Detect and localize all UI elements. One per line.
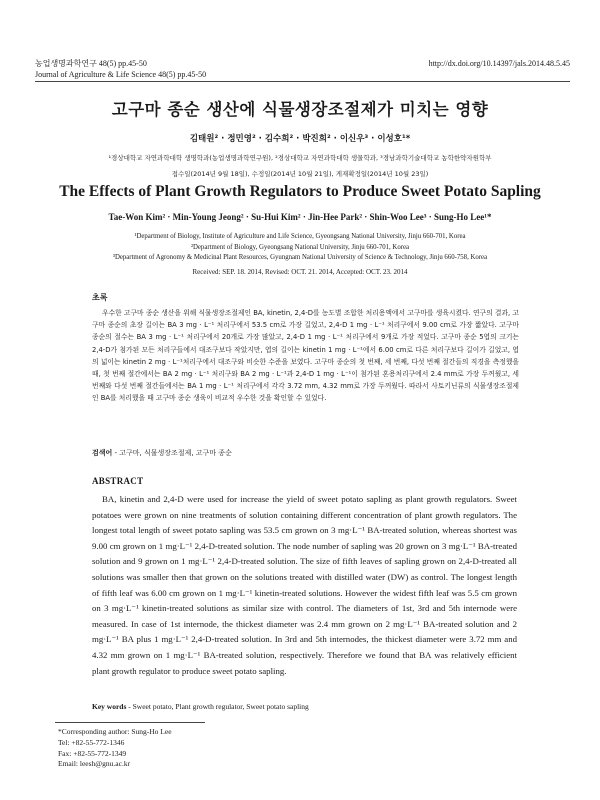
corresponding-author: *Corresponding author: Sung-Ho Lee: [58, 727, 172, 736]
abstract-english-heading: ABSTRACT: [92, 476, 144, 486]
keywords-korean: [92, 448, 232, 458]
journal-name-en: Journal of Agriculture & Life Science 48(5) pp.45-50: [35, 70, 207, 79]
keywords-list: - 고구마, 식물생장조절제, 고구마 종순: [112, 449, 232, 457]
abstract-korean-heading: 초록: [92, 293, 108, 302]
received-dates: Received: SEP. 18. 2014, Revised: OCT. 21. 2014, Accepted: OCT. 23. 2014: [192, 268, 408, 276]
phone-number: Tel: +82-55-772-1346: [58, 737, 125, 747]
affiliation-line: ¹경상대학교 자연과학대학 생명학과(농업생명과학연구원), ²경상대학교 자연과학대학 생물학과, ³경남과학기술대학교 농학한약자원학부: [108, 154, 492, 162]
keywords-label: 검색어: [92, 449, 113, 457]
fax-number: Fax: +82-55-772-1349: [58, 748, 127, 758]
title-english: The Effects of Plant Growth Regulators to Produce Sweet Potato Sapling: [59, 183, 541, 200]
abstract-korean-body: 우수한 고구마 종순 생산을 위해 식물생장조절제인 BA, kinetin, 2,4-D를 농도별 조합한 처리용액에서 고구마를 생육시켰다. 연구의 결과, 고구마 종순의 초장 길이는 BA 3 mg · L⁻¹ 처리구에서 53.5 cm로 가장 길었고, 2,4-D 1 mg · L⁻¹ 처리구에서 9.00 cm로 가장 짧았다. 고구마 종순의 절수는 BA 3 mg · L⁻¹ 처리구에서 20개로 가장 많았고, 2,4-D 1 mg · L⁻¹ 처리구에서 9개로 가장 적었다. 고구마 종순 5엽의 크기는 2,4-D가 첨가된 모든 처리구들에서 대조구보다 작았지만, 엽의 길이는 kinetin 1 mg · L⁻¹에서 6.00 cm로 다른 처리구보다 길이가 길었고, 엽의 넓이는 kinetin 2 mg · L⁻¹처리구에서 대조구와 비슷한 수준을 보였다. 고구마 종순의 첫 번째, 세 번째, 다섯 번째 절간들의 직경을 측정했을 때, 첫 번째 절간에서는 BA 2 mg · L⁻¹ 처리구와 BA 2 mg · L⁻¹과 2,4-D 1 mg · L⁻¹이 첨가된 혼용처리구에서 2.4 mm로 가장 두꺼웠고, 세 번째와 다섯 번째 절간들에서는 BA 1 mg · L⁻¹ 처리구에서 각각 3.72 mm, 4.32 mm로 가장 두꺼웠다. 따라서 사토키닌류의 식물생장조절제인 BA를 처리했을 때 고구마 종순 생육이 비교적 우수한 것을 확인할 수 있었다.: [92, 309, 519, 403]
affiliation-line: ¹Department of Biology, Institute of Agriculture and Life Science, Gyeongsang National University, Jinju 660-701, Korea: [134, 233, 466, 240]
dates-korean: 접수일(2014년 9월 18일), 수정일(2014년 10월 21일), 게재확정일(2014년 10월 23일): [171, 170, 429, 178]
title-korean: 고구마 종순 생산에 식물생장조절제가 미치는 영향: [111, 100, 489, 119]
authors-english: Tae-Won Kim² · Min-Young Jeong² · Su-Hui Kim² · Jin-Hee Park² · Shin-Woo Lee³ · Sung-Ho Lee¹*: [108, 212, 492, 222]
corresponding-author-footnote: [58, 727, 172, 770]
header-divider: [35, 81, 570, 82]
affiliation-line: ²Department of Biology, Gyeongsang National University, Jinju 660-701, Korea: [190, 243, 410, 251]
affiliation-line: ³Department of Agronomy & Medicinal Plant Resources, Gyungnam National University of Science & Technology, Jinju 660-758, Korea: [112, 254, 488, 261]
email-address[interactable]: Email: leesh@gnu.ac.kr: [58, 759, 131, 769]
footnote-divider: [55, 722, 205, 723]
affiliations-korean: [0, 150, 600, 182]
doi-link[interactable]: http://dx.doi.org/10.14397/jals.2014.48.5.45: [428, 59, 570, 68]
keywords-list: - Sweet potato, Plant growth regulator, Sweet potato sapling: [126, 702, 309, 711]
affiliations-english: [0, 232, 600, 264]
journal-name-ko: 농업생명과학연구 48(5) pp.45-50: [35, 59, 147, 68]
authors-korean: 김태원² · 정민영² · 김수희² · 박진희² · 이신우³ · 이성호¹*: [189, 134, 411, 144]
abstract-english-body: BA, kinetin and 2,4-D were used for increase the yield of sweet potato sapling as plant growth regulators. Sweet potatoes were grown on nine treatments of solution containing different concentration of plant growth regulators. The longest total length of sweet potato sapling was 53.5 cm grown on 3 mg·L⁻¹ BA-treated solution, whereas shortest was 9.00 cm grown on 1 mg·L⁻¹ 2,4-D-treated solution. The node number of sapling was 20 grown on 3 mg·L⁻¹ BA-treated solution and 9 grown on 1 mg·L⁻¹ 2,4-D-treated solution. The size of fifth leaves of sapling grown on 2,4-D-treated all solutions was smaller then that grown on the solutions treated with distilled water (DW) as control. The longest length of fifth leaf was 6.00 cm grown on 1 mg·L⁻¹ kinetin-treated solutions. However the widest fifth leaf was 5.5 cm grown on 3 mg·L⁻¹ kinetin-treated solutions as similar size with control. The diameters of 1st, 3rd and 5th internode were measured. In case of 1st internode, the thickest diameter was 2.4 mm grown on 2 mg·L⁻¹ BA-treated solution and 2 mg·L⁻¹ BA plus 1 mg·L⁻¹ 2,4-D-treated solution. In 3rd and 5th internodes, the thickest diameter were 3.72 mm and 4.32 mm grown on 1 mg·L⁻¹ BA-treated solution, respectively. Therefore we found that BA was relatively efficient plant growth regulator to produce sweet potato sapling.: [92, 494, 517, 676]
keywords-label: Key words: [92, 702, 127, 711]
journal-header: [35, 58, 206, 80]
keywords-english: [92, 702, 309, 711]
